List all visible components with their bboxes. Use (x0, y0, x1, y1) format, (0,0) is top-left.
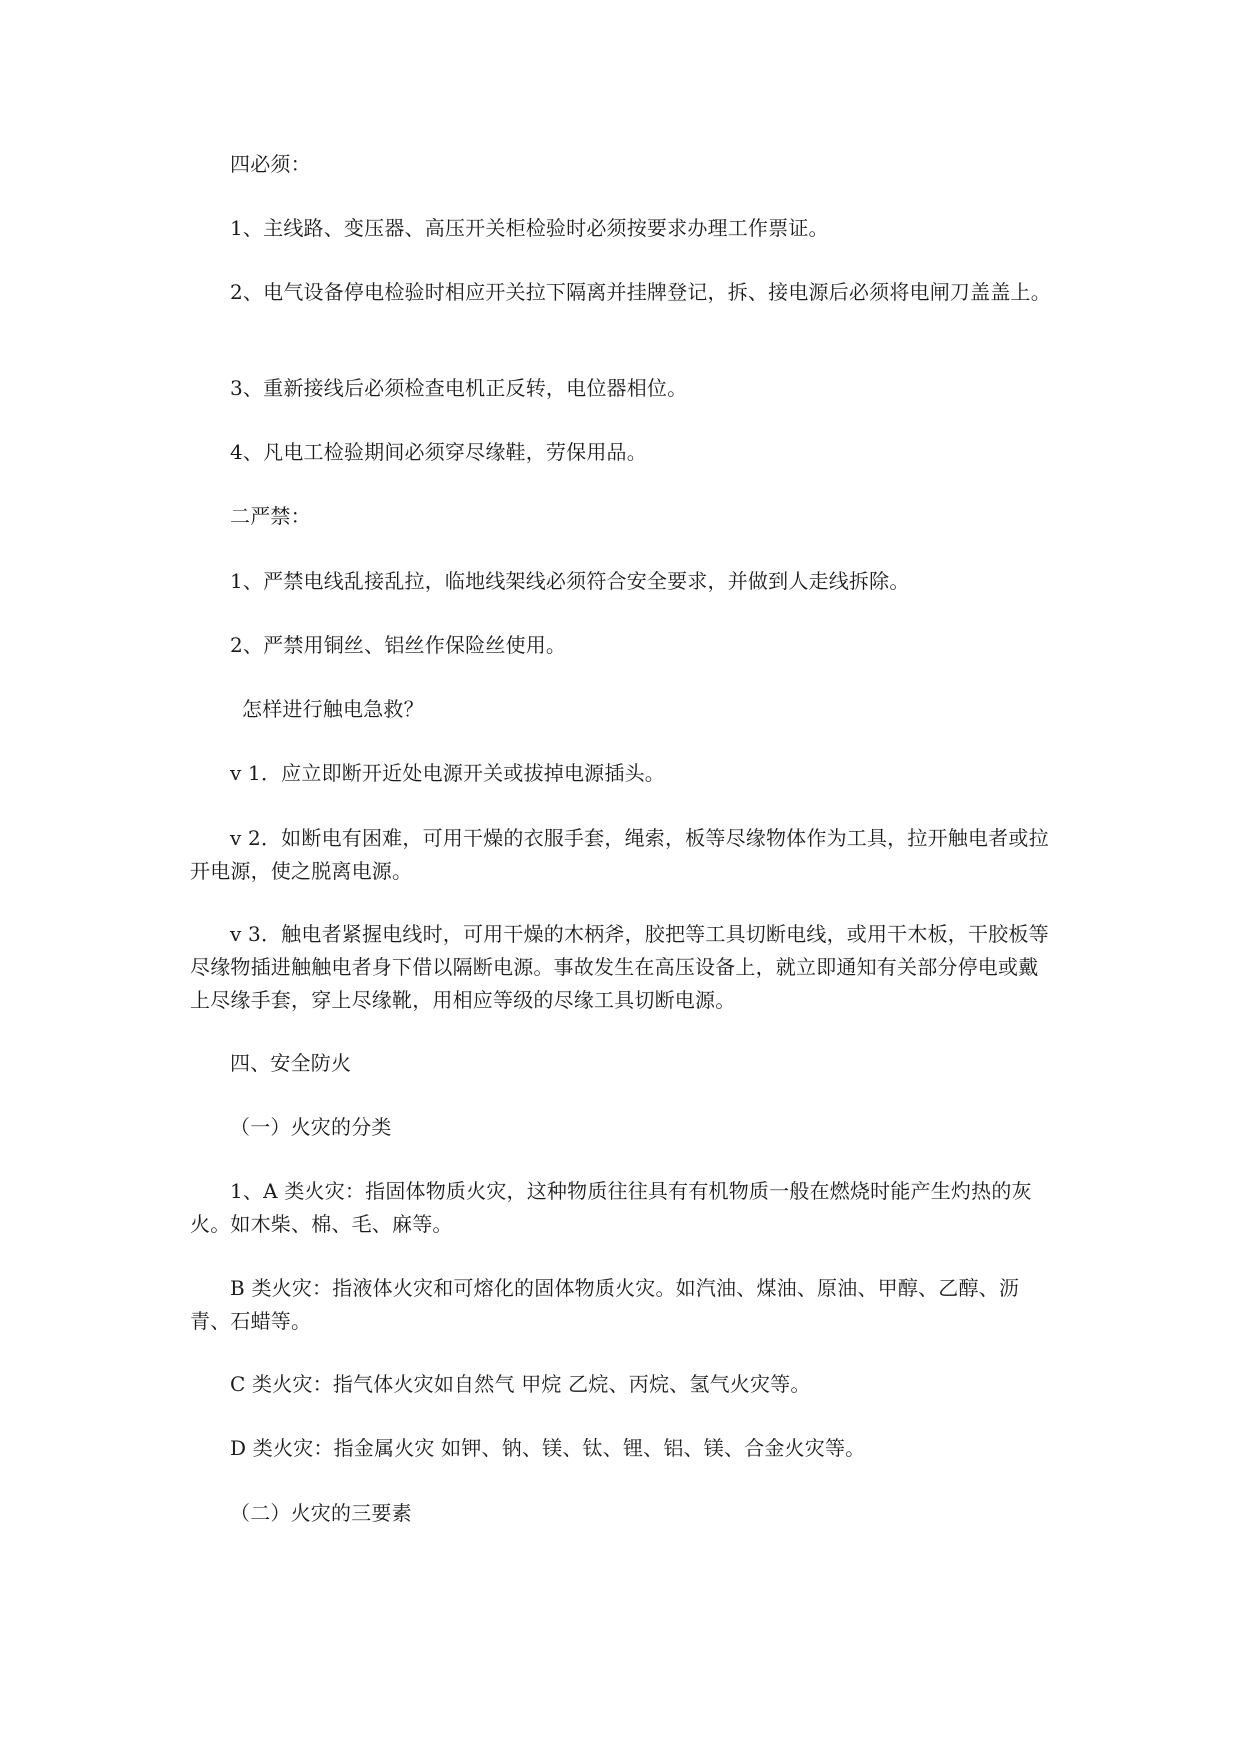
paragraph: C 类火灾：指气体火灾如自然气 甲烷 乙烷、丙烷、氢气火灾等。 (230, 1372, 811, 1396)
paragraph: 1、A 类火灾：指固体物质火灾，这种物质往往具有有机物质一般在燃烧时能产生灼热的灰火。如木柴、棉、毛、麻等。 (190, 1179, 1032, 1236)
section-heading-prohibitions: 二严禁： (230, 504, 311, 528)
paragraph: B 类火灾：指液体火灾和可熔化的固体物质火灾。如汽油、煤油、原油、甲醇、乙醇、沥青、石蜡等。 (190, 1276, 1020, 1333)
subsection-heading-fire-classes: （一）火灾的分类 (230, 1115, 392, 1139)
paragraph: D 类火灾：指金属火灾 如钾、钠、镁、钛、锂、铝、镁、合金火灾等。 (230, 1436, 866, 1460)
paragraph: 1、严禁电线乱接乱拉，临地线架线必须符合安全要求，并做到人走线拆除。 (230, 569, 910, 593)
paragraph: 4、凡电工检验期间必须穿尽缘鞋，劳保用品。 (230, 440, 647, 464)
section-heading-first-aid: 怎样进行触电急救？ (242, 697, 424, 721)
subsection-heading-fire-elements: （二）火灾的三要素 (230, 1501, 412, 1525)
paragraph: 2、电气设备停电检验时相应开关拉下隔离并挂牌登记，拆、接电源后必须将电闸刀盖盖上。 (230, 280, 1051, 304)
paragraph: v 3．触电者紧握电线时，可用干燥的木柄斧，胶把等工具切断电线，或用干木板，干胶板等尽缘物插进触触电者身下借以隔断电源。事故发生在高压设备上，就立即通知有关部分停电或戴上尽缘手套，穿上尽缘靴，用相应等级的尽缘工具切断电源。 (190, 922, 1049, 1012)
paragraph: 1、主线路、变压器、高压开关柜检验时必须按要求办理工作票证。 (230, 216, 829, 240)
section-heading-four-musts: 四必须： (230, 152, 311, 176)
paragraph: 2、严禁用铜丝、铝丝作保险丝使用。 (230, 633, 567, 657)
paragraph: v 1．应立即断开近处电源开关或拔掉电源插头。 (230, 761, 665, 785)
section-heading-fire-safety: 四、安全防火 (230, 1051, 352, 1075)
paragraph: v 2．如断电有困难，可用干燥的衣服手套，绳索，板等尽缘物体作为工具，拉开触电者或拉开电源，使之脱离电源。 (190, 826, 1049, 883)
paragraph: 3、重新接线后必须检查电机正反转，电位器相位。 (230, 376, 688, 400)
